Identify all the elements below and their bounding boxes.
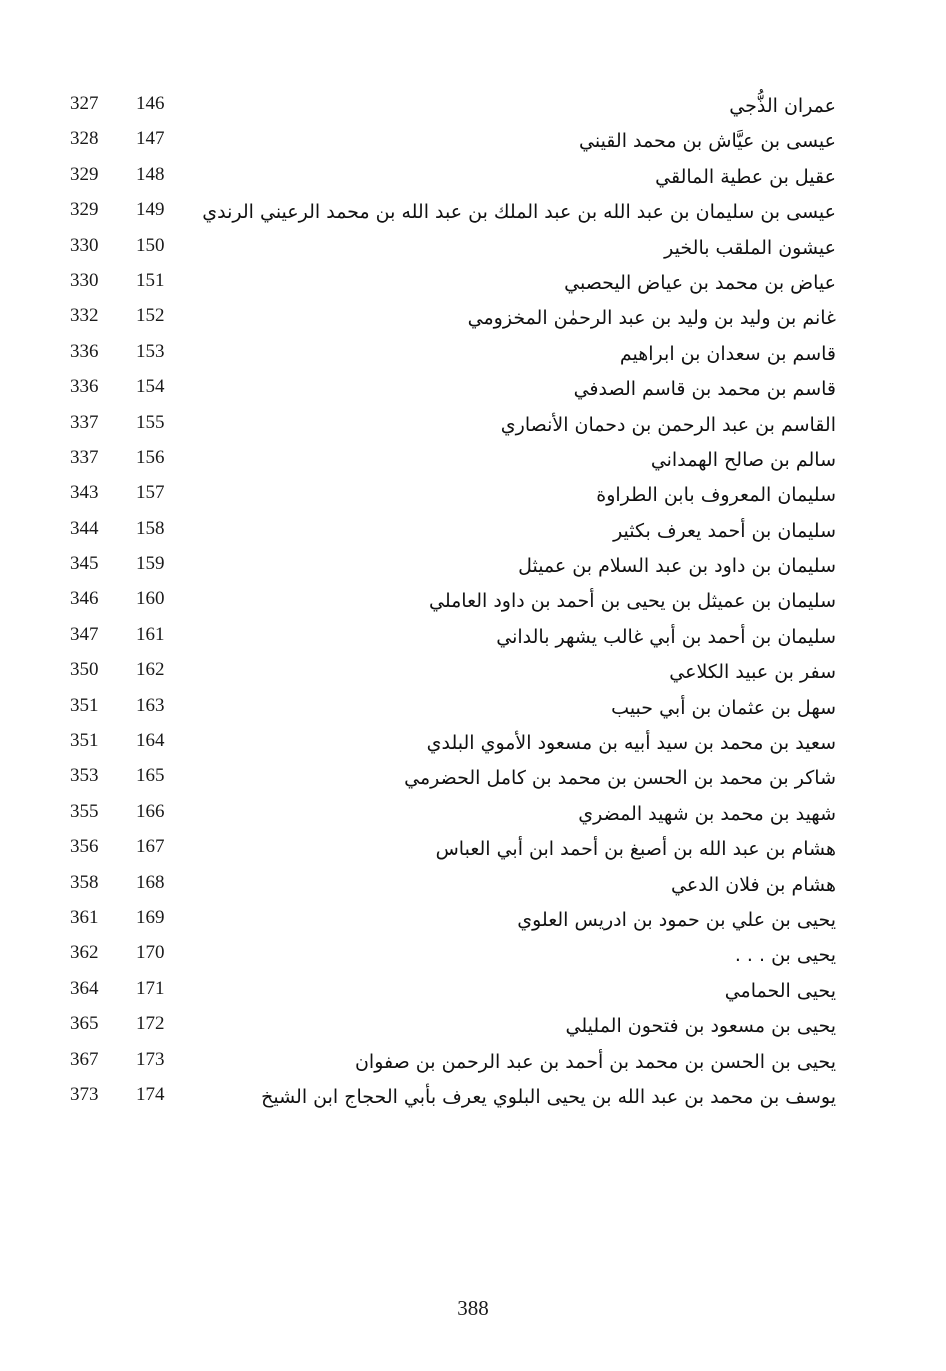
index-row	[60, 1008, 836, 1043]
index-entry-number: 148	[136, 163, 165, 185]
index-row	[60, 442, 836, 477]
index-row	[60, 159, 836, 194]
index-entry-number: 174	[136, 1083, 165, 1105]
index-row	[60, 477, 836, 512]
index-list	[60, 88, 836, 1114]
index-page-number: 373	[70, 1083, 99, 1105]
index-entry-name: سليمان بن أحمد بن أبي غالب يشهر بالداني	[496, 625, 836, 648]
index-page-number: 343	[70, 482, 99, 504]
index-row	[60, 230, 836, 265]
index-row	[60, 336, 836, 371]
index-entry-number: 171	[136, 977, 165, 999]
index-entry-number: 170	[136, 942, 165, 964]
index-entry-number: 157	[136, 482, 165, 504]
index-entry-name: غانم بن وليد بن وليد بن عبد الرحمٰن المخزومي	[467, 307, 836, 330]
index-page-number: 330	[70, 269, 99, 291]
index-entry-name: هشام بن فلان الدعي	[671, 873, 836, 896]
index-page-number: 329	[70, 199, 99, 221]
index-row	[60, 831, 836, 866]
index-entry-name: يحيى بن الحسن بن محمد بن أحمد بن عبد الرحمن بن صفوان	[354, 1050, 836, 1073]
index-page-number: 365	[70, 1013, 99, 1035]
index-page-number: 350	[70, 659, 99, 681]
index-entry-number: 162	[136, 659, 165, 681]
index-entry-name: سليمان المعروف بابن الطراوة	[596, 484, 836, 507]
index-entry-name: سالم بن صالح الهمداني	[650, 448, 836, 471]
index-row	[60, 1044, 836, 1079]
index-row	[60, 619, 836, 654]
index-row	[60, 548, 836, 583]
index-page-number: 332	[70, 305, 99, 327]
index-entry-name: يحيى بن مسعود بن فتحون المليلي	[565, 1015, 836, 1038]
index-entry-name: عيسى بن سليمان بن عبد الله بن عبد الملك بن عبد الله بن محمد الرعيني الرندي	[202, 201, 836, 224]
index-entry-name: يحيى الحمامي	[724, 979, 836, 1002]
index-row	[60, 867, 836, 902]
index-page-number: 337	[70, 411, 99, 433]
index-entry-name: يحيى بن علي بن حمود بن ادريس العلوي	[517, 908, 836, 931]
index-page-number: 345	[70, 553, 99, 575]
index-page-number: 328	[70, 128, 99, 150]
index-entry-number: 160	[136, 588, 165, 610]
index-entry-number: 153	[136, 340, 165, 362]
index-row	[60, 513, 836, 548]
index-entry-number: 159	[136, 553, 165, 575]
index-row	[60, 1079, 836, 1114]
index-entry-number: 146	[136, 93, 165, 114]
index-page-number: 330	[70, 234, 99, 256]
index-entry-number: 154	[136, 376, 165, 398]
index-entry-name: سعيد بن محمد بن سيد أبيه بن مسعود الأموي البلدي	[426, 732, 836, 755]
index-row	[60, 88, 836, 123]
index-entry-name: يوسف بن محمد بن عبد الله بن يحيى البلوي يعرف بأبي الحجاج ابن الشيخ	[261, 1085, 836, 1108]
index-row	[60, 123, 836, 158]
index-entry-name: سهل بن عثمان بن أبي حبيب	[611, 696, 836, 719]
index-entry-number: 150	[136, 234, 165, 256]
index-entry-number: 164	[136, 730, 165, 752]
index-entry-number: 163	[136, 694, 165, 716]
index-page-number: 336	[70, 340, 99, 362]
index-row	[60, 760, 836, 795]
index-entry-name: سليمان بن أحمد يعرف بكثير	[613, 519, 836, 542]
index-entry-number: 168	[136, 871, 165, 893]
index-entry-number: 173	[136, 1048, 165, 1070]
index-entry-number: 169	[136, 906, 165, 928]
index-row	[60, 973, 836, 1008]
index-page-number: 355	[70, 800, 99, 822]
index-page-number: 353	[70, 765, 99, 787]
index-entry-name: قاسم بن سعدان بن ابراهيم	[619, 342, 836, 365]
index-page-number: 351	[70, 730, 99, 752]
index-page-number: 362	[70, 942, 99, 964]
index-entry-name: عقيل بن عطية المالقي	[655, 165, 836, 188]
index-entry-name: القاسم بن عبد الرحمن بن دحمان الأنصاري	[500, 413, 836, 436]
index-row	[60, 371, 836, 406]
index-row	[60, 690, 836, 725]
index-entry-number: 149	[136, 199, 165, 221]
index-row	[60, 583, 836, 618]
index-entry-number: 161	[136, 623, 165, 645]
index-entry-name: قاسم بن محمد بن قاسم الصدفي	[573, 378, 836, 401]
index-row	[60, 654, 836, 689]
index-entry-number: 155	[136, 411, 165, 433]
index-page-number: 336	[70, 376, 99, 398]
index-entry-name: هشام بن عبد الله بن أصبغ بن أحمد ابن أبي العباس	[435, 838, 836, 861]
index-entry-name: شهيد بن محمد بن شهيد المضري	[578, 802, 836, 825]
index-page-number: 367	[70, 1048, 99, 1070]
index-page-number: 346	[70, 588, 99, 610]
index-entry-number: 158	[136, 517, 165, 539]
index-page-number: 337	[70, 446, 99, 468]
index-entry-name: عياض بن محمد بن عياض اليحصبي	[564, 271, 836, 294]
index-page-number: 329	[70, 163, 99, 185]
index-page-number: 347	[70, 623, 99, 645]
index-entry-number: 166	[136, 800, 165, 822]
index-entry-number: 151	[136, 269, 165, 291]
index-entry-name: عمران الذُّجي	[729, 95, 836, 117]
index-row	[60, 796, 836, 831]
index-row	[60, 407, 836, 442]
index-entry-number: 167	[136, 836, 165, 858]
index-page-number: 327	[70, 93, 99, 114]
index-entry-name: يحيى بن . . .	[734, 944, 836, 967]
index-row	[60, 300, 836, 335]
index-row	[60, 265, 836, 300]
index-entry-number: 152	[136, 305, 165, 327]
index-row	[60, 725, 836, 760]
index-entry-number: 147	[136, 128, 165, 150]
index-entry-name: شاكر بن محمد بن الحسن بن محمد بن كامل الحضرمي	[404, 767, 836, 790]
index-row	[60, 194, 836, 229]
index-page-number: 358	[70, 871, 99, 893]
index-entry-number: 156	[136, 446, 165, 468]
index-page-number: 361	[70, 906, 99, 928]
index-entry-name: سفر بن عبيد الكلاعي	[669, 661, 836, 684]
index-entry-number: 172	[136, 1013, 165, 1035]
index-page-number: 364	[70, 977, 99, 999]
page-number: 388	[457, 1296, 489, 1320]
index-page-number: 344	[70, 517, 99, 539]
index-entry-name: عيشون الملقب بالخير	[664, 236, 836, 259]
index-page-number: 351	[70, 694, 99, 716]
index-entry-number: 165	[136, 765, 165, 787]
index-entry-name: سليمان بن داود بن عبد السلام بن عميثل	[518, 555, 836, 578]
index-entry-name: عيسى بن عيَّاش بن محمد القيني	[579, 130, 836, 153]
index-entry-name: سليمان بن عميثل بن يحيى بن أحمد بن داود العاملي	[428, 590, 836, 613]
index-row	[60, 937, 836, 972]
index-row	[60, 902, 836, 937]
index-page-number: 356	[70, 836, 99, 858]
